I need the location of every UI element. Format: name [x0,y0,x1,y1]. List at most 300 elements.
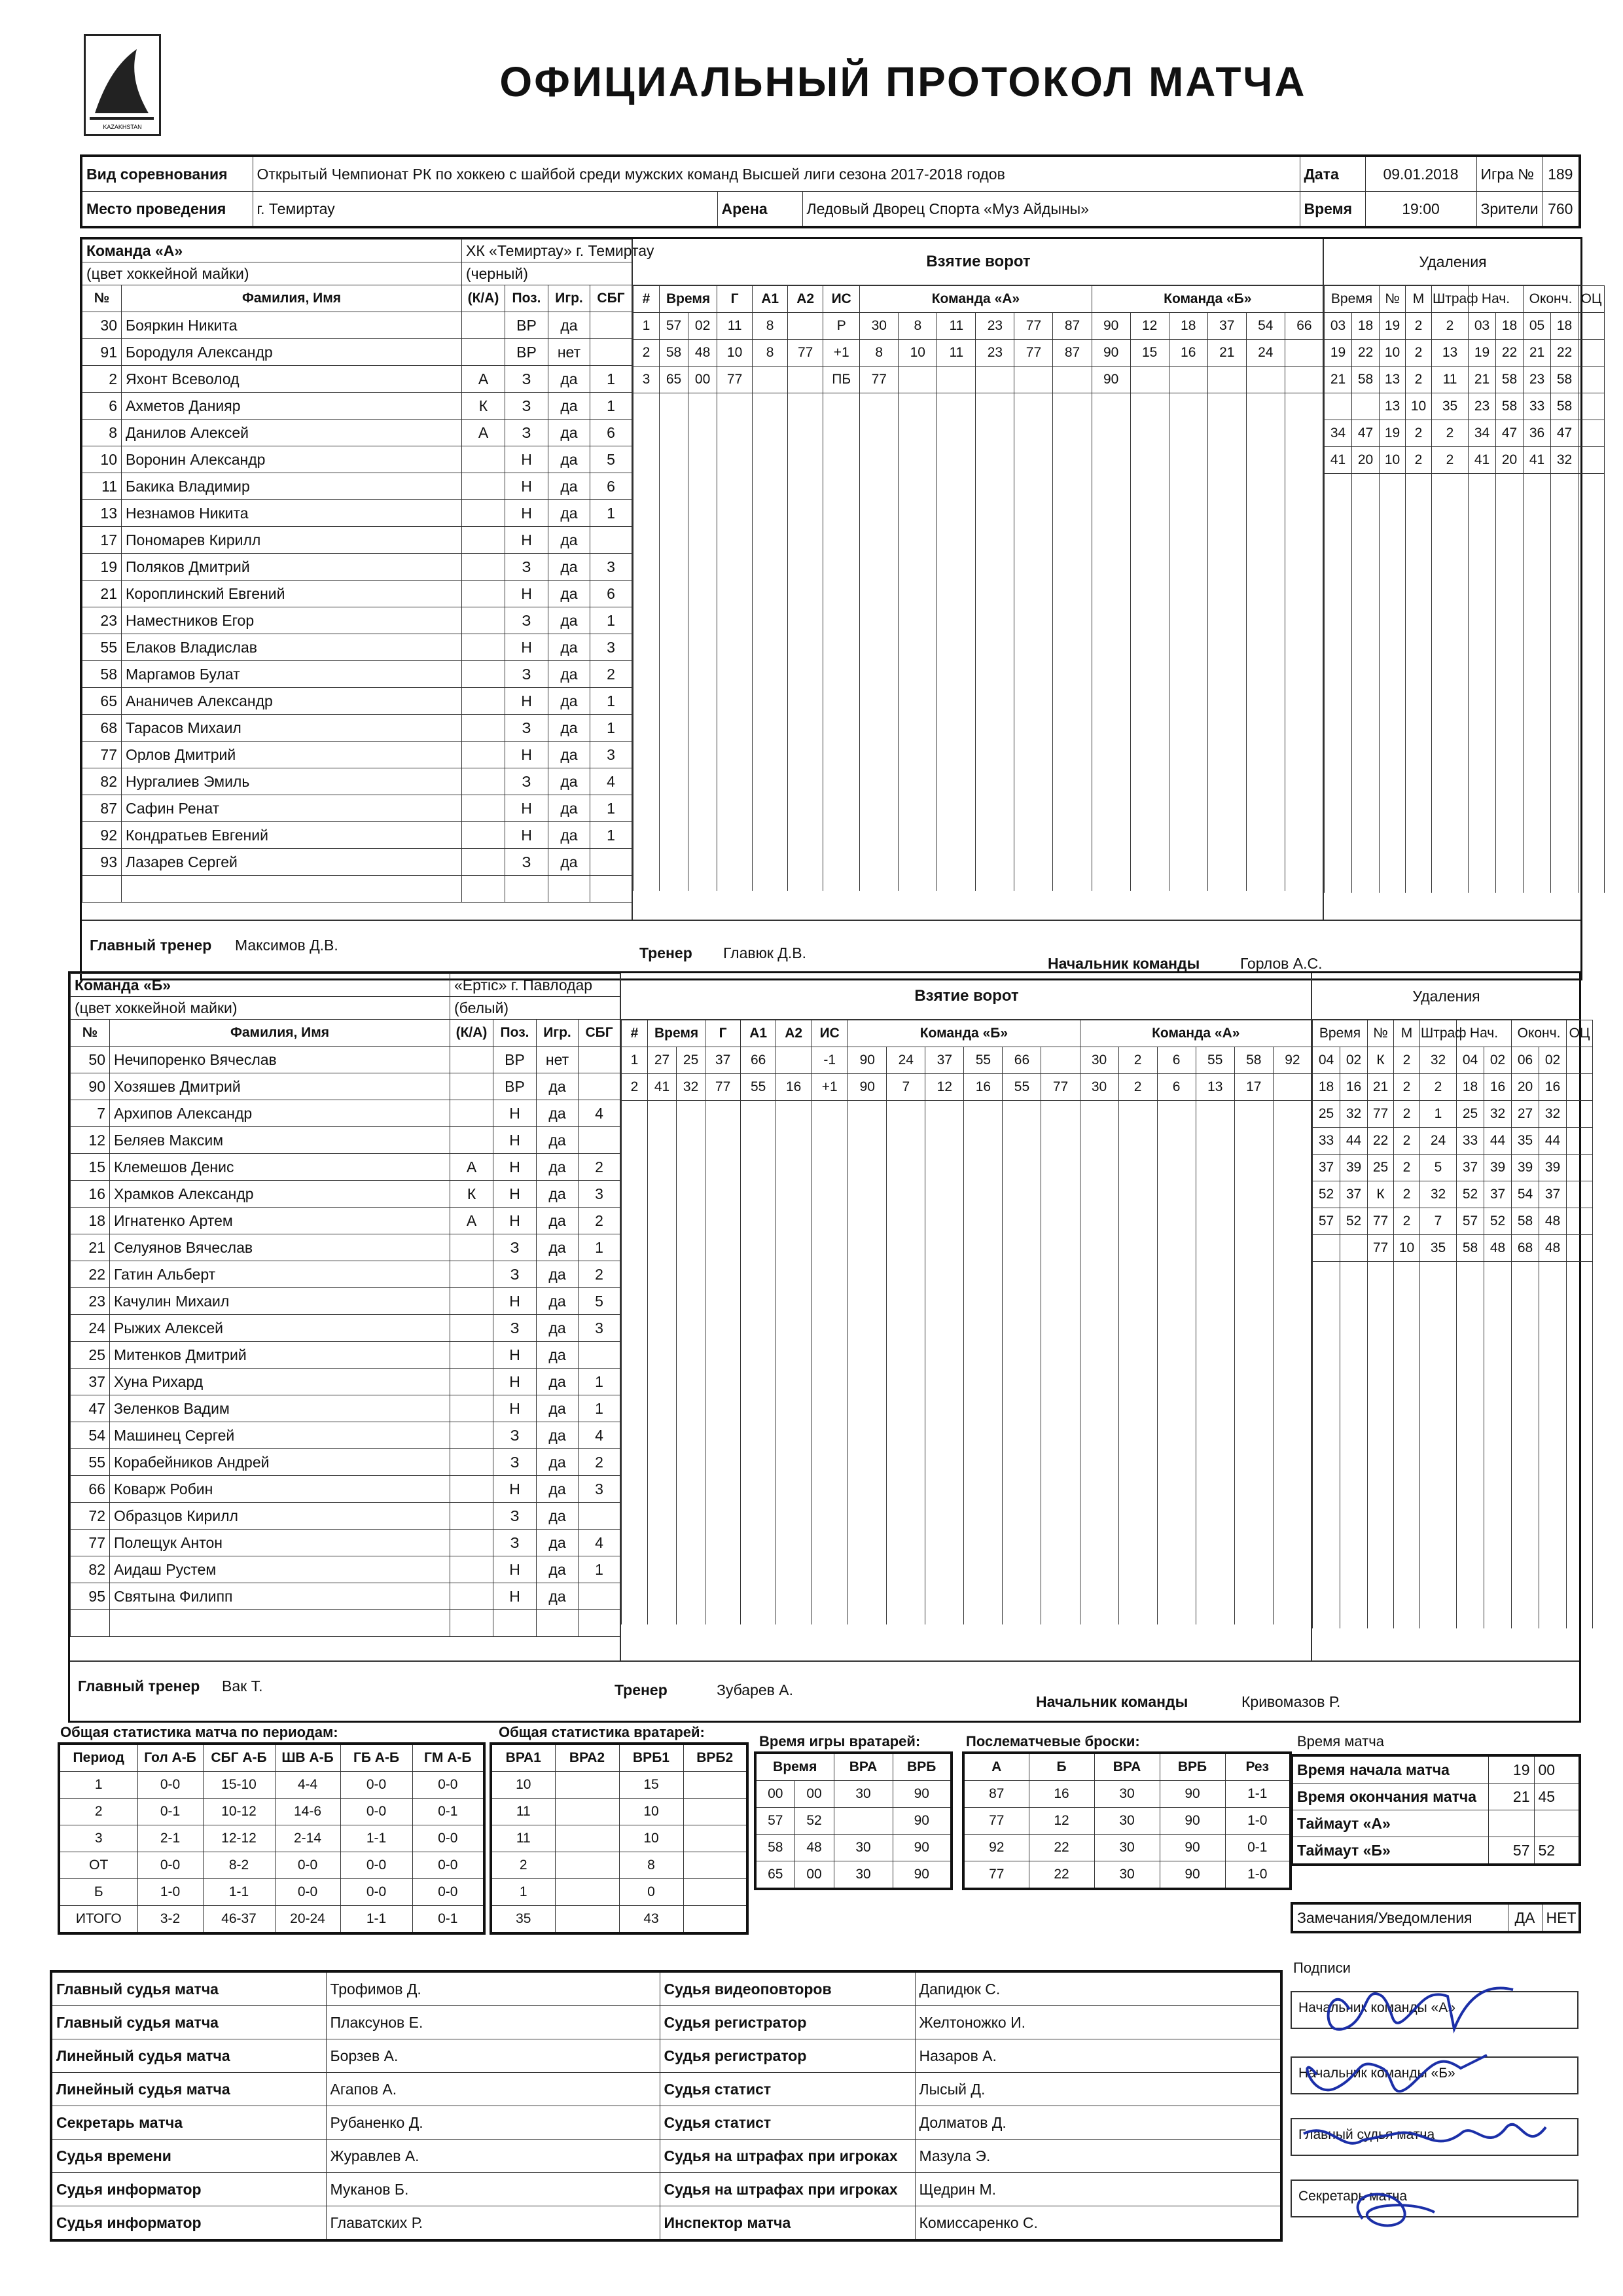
empty-cell [776,1415,812,1441]
empty-cell [1285,838,1323,865]
team-b-roster [70,973,620,1637]
empty-cell [633,760,660,786]
player-name: Нургалиев Эмиль [122,768,462,795]
pen-col-start: Нач. [1469,286,1524,313]
team-b-block [68,971,1590,1723]
empty-cell [622,1572,648,1598]
empty-cell [622,1598,648,1624]
pen-code: 32 [1420,1047,1457,1074]
pen-player: 25 [1368,1155,1394,1181]
player-captain [462,607,505,634]
onice-opp-player: 2 [1118,1074,1157,1101]
team-b-goals-title: Взятие ворот [621,973,1312,1020]
pen-player: 13 [1380,367,1406,393]
empty-cell [1484,1524,1512,1550]
player-name: Данилов Алексей [122,420,462,446]
table-row [491,1852,747,1879]
empty-cell [1118,1363,1157,1389]
empty-cell [1469,840,1496,867]
empty-cell [1406,867,1432,893]
player-position: ВР [493,1073,537,1100]
empty-cell [1578,762,1605,788]
empty-cell [1053,838,1092,865]
empty-cell [823,865,860,891]
pen-min: 41 [1325,447,1352,474]
empty-cell [976,681,1014,708]
empty-cell [1285,472,1323,498]
empty-cell [1285,760,1323,786]
empty-cell [1246,472,1285,498]
player-captain [462,661,505,688]
empty-cell [1484,1419,1512,1445]
roster-row [71,1154,620,1181]
table-row [491,1906,747,1934]
empty-cell [1285,577,1323,603]
empty-cell [1041,1572,1080,1598]
empty-cell [848,1127,887,1153]
onice-opp-player: 37 [1207,313,1246,340]
goal-row-empty [622,1206,1312,1232]
player-position: Н [493,1181,537,1208]
pen-start-min: 52 [1457,1181,1484,1208]
empty-cell [677,1232,705,1258]
empty-cell [677,1467,705,1494]
player-played: да [537,1369,579,1395]
player-played: да [537,1234,579,1261]
empty-cell [1118,1127,1157,1153]
penalty-row [1313,1128,1593,1155]
empty-cell [1352,605,1380,631]
roster-row [71,1342,620,1369]
penalty-row [1313,1047,1593,1074]
empty-cell [1406,631,1432,657]
empty-cell [1041,1310,1080,1336]
empty-cell [937,838,976,865]
empty-cell [1352,762,1380,788]
empty-cell [887,1546,925,1572]
empty-cell [660,655,688,681]
empty-cell [1041,1363,1080,1389]
pen-oc [1567,1208,1593,1235]
empty-cell [1207,812,1246,838]
empty-cell [1285,786,1323,812]
empty-cell [1157,1206,1196,1232]
empty-cell [1234,1310,1273,1336]
empty-cell [1053,734,1092,760]
empty-cell [1273,1179,1311,1206]
roster-row [71,1556,620,1583]
empty-cell [1092,603,1130,629]
player-captain: А [462,420,505,446]
empty-cell [1246,446,1285,472]
empty-cell [1469,500,1496,526]
empty-cell [925,1179,964,1206]
empty-cell [1539,1471,1567,1498]
empty-cell [964,1284,1003,1310]
player-name: Святына Филипп [110,1583,450,1610]
player-played: да [548,822,590,849]
empty-cell [1080,1336,1118,1363]
pen-minutes: 2 [1394,1208,1420,1235]
empty-cell [1157,1520,1196,1546]
empty-cell [1080,1127,1118,1153]
empty-cell [622,1441,648,1467]
empty-cell [1053,498,1092,524]
player-captain [450,1395,493,1422]
empty-cell [848,1232,887,1258]
onice-own-player: 77 [1041,1074,1080,1101]
empty-cell [1157,1284,1196,1310]
onice-own-player: 8 [860,340,899,367]
empty-cell [705,1232,741,1258]
empty-cell [812,1363,848,1389]
empty-cell [1234,1206,1273,1232]
empty-cell [1041,1284,1080,1310]
table-cell: 8-2 [203,1852,275,1879]
empty-cell [788,786,823,812]
player-name: Рыжих Алексей [110,1315,450,1342]
table-cell: 0-0 [412,1772,484,1799]
empty-cell [937,446,976,472]
empty-cell [1130,708,1169,734]
empty-cell [660,472,688,498]
empty-cell [1406,605,1432,631]
pen-sec: 22 [1352,340,1380,367]
official-role: Линейный судья матча [51,2073,326,2106]
empty-cell [788,865,823,891]
empty-cell [823,812,860,838]
empty-cell [1340,1445,1368,1471]
empty-cell [925,1546,964,1572]
goal-row-empty [633,446,1324,472]
player-name: Гатин Альберт [110,1261,450,1288]
empty-cell [1539,1393,1567,1419]
empty-cell [1325,657,1352,683]
empty-cell [788,524,823,550]
timeout-a-hour [1488,1810,1534,1837]
empty-cell [753,603,788,629]
player-captain: А [450,1154,493,1181]
empty-cell [848,1336,887,1363]
empty-cell [633,498,660,524]
goal-row-empty [622,1336,1312,1363]
player-played: да [537,1315,579,1342]
empty-cell [788,681,823,708]
player-name: Тарасов Михаил [122,715,462,742]
match-time-title: Время матча [1297,1733,1384,1749]
table-row [755,1861,952,1890]
pen-col-oc: ОЦ [1578,286,1605,313]
empty-cell [1169,472,1207,498]
onice-opp-player [1246,367,1285,393]
goal-row-empty [633,786,1324,812]
empty-cell [622,1363,648,1389]
header-cell: Рез [1225,1753,1291,1781]
empty-cell [753,524,788,550]
roster-row [82,715,632,742]
empty-cell [590,876,632,903]
official-name: Назаров А. [915,2039,1281,2073]
player-captain [450,1556,493,1583]
player-number: 90 [71,1073,110,1100]
empty-cell [937,577,976,603]
empty-cell [705,1363,741,1389]
empty-cell [753,420,788,446]
game-label: Игра № [1476,156,1542,192]
pen-start-sec: 39 [1484,1155,1512,1181]
penalty-row-empty [1313,1498,1593,1524]
onice-own-player: 7 [887,1074,925,1101]
goal-col-assist1: А1 [753,286,788,313]
empty-cell [677,1153,705,1179]
player-shots: 1 [590,393,632,420]
empty-cell [1524,762,1551,788]
empty-cell [622,1415,648,1441]
onice-own-player: 10 [899,340,937,367]
empty-cell [1325,474,1352,501]
goal-scorer: 77 [705,1074,741,1101]
team-a-coach: Максимов Д.В. [235,937,338,954]
roster-row [71,1449,620,1476]
empty-cell [1118,1232,1157,1258]
player-captain [462,581,505,607]
player-captain [450,1449,493,1476]
table-cell: 0-1 [137,1799,203,1825]
official-role: Линейный судья матча [51,2039,326,2073]
player-name: Пономарев Кирилл [122,527,462,554]
onice-opp-player: 66 [1285,313,1323,340]
empty-cell [1285,734,1323,760]
table-cell: 1-1 [203,1879,275,1906]
player-captain [462,554,505,581]
empty-cell [823,420,860,446]
pen-start-min: 33 [1457,1128,1484,1155]
player-position: З [505,554,548,581]
empty-cell [660,420,688,446]
empty-cell [1380,526,1406,552]
empty-cell [776,1153,812,1179]
pen-code: 1 [1420,1101,1457,1128]
empty-cell [964,1546,1003,1572]
player-shots [590,849,632,876]
empty-cell [1092,524,1130,550]
empty-cell [1313,1419,1340,1445]
empty-cell [633,446,660,472]
empty-cell [1234,1101,1273,1128]
goal-row-empty [633,708,1324,734]
empty-cell [1352,709,1380,736]
match-start-hour: 19 [1488,1755,1534,1784]
team-a-name: ХК «Темиртау» г. Темиртау [462,240,632,262]
empty-cell [788,498,823,524]
table-cell: 0-1 [412,1799,484,1825]
gk-time-table [754,1751,953,1890]
empty-cell [964,1572,1003,1598]
empty-cell [1092,655,1130,681]
empty-cell [823,393,860,420]
onice-own-player: 11 [937,340,976,367]
player-position: Н [505,500,548,527]
penalty-row-empty [1325,657,1605,683]
empty-cell [812,1441,848,1467]
pen-start-sec: 37 [1484,1181,1512,1208]
pen-start-min: 18 [1457,1074,1484,1101]
empty-cell [887,1467,925,1494]
empty-cell [788,734,823,760]
empty-cell [1080,1520,1118,1546]
pen-code: 2 [1432,447,1469,474]
goal-col-goal: Г [717,286,753,313]
empty-cell [717,472,753,498]
empty-cell [925,1415,964,1441]
player-number: 95 [71,1583,110,1610]
player-shots: 1 [579,1395,620,1422]
onice-own-player [976,367,1014,393]
empty-cell [1524,605,1551,631]
empty-cell [717,838,753,865]
team-b-penalties-table [1312,1020,1593,1628]
team-a-roster [82,239,654,903]
player-played: да [548,768,590,795]
empty-cell [741,1310,776,1336]
empty-cell [1157,1179,1196,1206]
table-cell: 22 [1029,1835,1094,1861]
empty-cell [848,1206,887,1232]
goal-row-empty [622,1598,1312,1624]
empty-cell [1406,709,1432,736]
empty-cell [705,1206,741,1232]
empty-cell [1352,788,1380,814]
empty-cell [1368,1576,1394,1602]
empty-cell [860,472,899,498]
empty-cell [937,786,976,812]
pen-sec: 18 [1352,313,1380,340]
header-cell: ГМ А-Б [412,1744,484,1772]
empty-cell [976,550,1014,577]
empty-cell [887,1206,925,1232]
pen-player: К [1368,1047,1394,1074]
pen-oc [1578,393,1605,420]
empty-cell [648,1153,677,1179]
empty-cell [1234,1598,1273,1624]
onice-opp-player: 17 [1234,1074,1273,1101]
player-shots [579,1127,620,1154]
player-played: да [548,473,590,500]
empty-cell [648,1494,677,1520]
empty-cell [860,838,899,865]
goal-assist2 [788,367,823,393]
empty-cell [1234,1494,1273,1520]
empty-cell [648,1206,677,1232]
empty-cell [823,629,860,655]
empty-cell [1246,760,1285,786]
empty-cell [1457,1524,1484,1550]
goal-sec: 48 [688,340,717,367]
player-position: Н [493,1476,537,1503]
signatures-block [1291,1957,1578,2238]
empty-cell [1157,1572,1196,1598]
empty-cell [964,1153,1003,1179]
empty-cell [812,1153,848,1179]
goal-row-empty [633,681,1324,708]
empty-cell [1340,1262,1368,1289]
empty-cell [688,629,717,655]
empty-cell [1496,814,1524,840]
empty-cell [622,1101,648,1128]
empty-cell [776,1520,812,1546]
empty-cell [1484,1314,1512,1340]
empty-cell [823,760,860,786]
empty-cell [937,734,976,760]
empty-cell [1080,1101,1118,1128]
player-position: Н [505,473,548,500]
officials-table [50,1970,1283,2242]
empty-cell [741,1284,776,1310]
empty-cell [1041,1153,1080,1179]
empty-cell [812,1546,848,1572]
onice-opp-player: 90 [1092,313,1130,340]
empty-cell [688,524,717,550]
goal-row-empty [622,1389,1312,1415]
empty-cell [1368,1471,1394,1498]
empty-cell [964,1363,1003,1389]
empty-cell [1053,472,1092,498]
empty-cell [622,1546,648,1572]
empty-cell [633,603,660,629]
empty-cell [1457,1550,1484,1576]
goal-assist2 [776,1047,812,1074]
penalty-row-empty [1325,474,1605,501]
empty-cell [1285,629,1323,655]
empty-cell [1080,1494,1118,1520]
goal-row-empty [633,550,1324,577]
player-shots: 4 [579,1422,620,1449]
empty-cell [1457,1602,1484,1628]
player-name: Нечипоренко Вячеслав [110,1047,450,1073]
empty-cell [753,629,788,655]
roster-row [71,1127,620,1154]
empty-cell [688,498,717,524]
player-number: 23 [82,607,122,634]
empty-cell [937,865,976,891]
empty-cell [925,1127,964,1153]
onice-opp-player [1169,367,1207,393]
goal-assist1: 55 [741,1074,776,1101]
empty-cell [1457,1445,1484,1471]
empty-cell [1196,1232,1234,1258]
empty-cell [1003,1598,1041,1624]
empty-cell [1041,1415,1080,1441]
onice-own-player: 24 [887,1047,925,1074]
penalty-row-empty [1313,1524,1593,1550]
empty-cell [1003,1494,1041,1520]
empty-cell [937,498,976,524]
table-cell: 87 [963,1781,1029,1808]
empty-cell [964,1206,1003,1232]
pen-player: 10 [1380,447,1406,474]
pen-minutes: 2 [1406,420,1432,447]
empty-cell [705,1598,741,1624]
empty-cell [1130,655,1169,681]
empty-cell [1420,1367,1457,1393]
empty-cell [648,1179,677,1206]
player-played: да [548,661,590,688]
onice-own-player [1053,367,1092,393]
team-a-color: (черный) [462,262,632,285]
empty-cell [1380,579,1406,605]
goal-situation: ПБ [823,367,860,393]
empty-cell [1118,1520,1157,1546]
